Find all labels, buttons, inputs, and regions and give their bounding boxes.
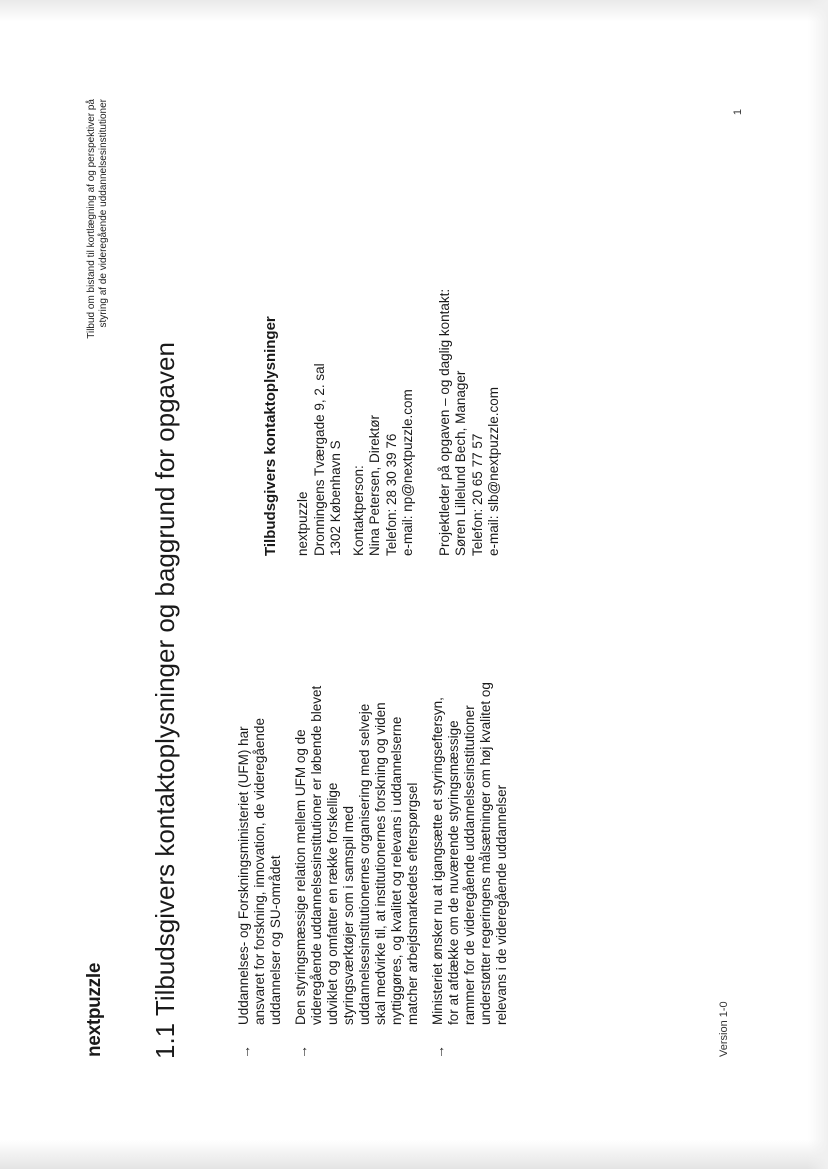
contact-line: Kontaktperson: [350,465,366,556]
bullet-line: relevans i de videregående uddannelser [494,784,509,1025]
version-label: Version 1-0 [718,1001,730,1057]
bullet-item [430,659,510,1059]
bullet-item [293,659,421,1059]
contact-line: nextpuzzle [295,491,310,556]
contact-address [295,226,345,556]
bullet-line: uddannelser og SU-området [268,855,283,1025]
contact-line: Nina Petersen, Direktør [367,414,382,556]
contact-person [351,226,417,556]
bullet-line: Den styringsmæssige relation mellem UFM og de [293,729,308,1025]
bullet-line: rammer for de videregående uddannelsesinstitutioner [462,705,477,1025]
page-number: 1 [732,109,744,116]
contact-line: 1302 København S [328,440,343,556]
bullet-line: videregående uddannelsesinstitutioner er løbende blevet [309,685,324,1025]
bullet-line: skal medvirke til, at institutionernes forskning og viden [373,702,388,1025]
header-note-line: styring af de videregående uddannelsesinstitutioner [98,99,109,328]
contact-phone: Telefon: 28 30 39 76 [383,433,399,556]
bullet-line: uddannelsesinstitutionernes organisering med selveje [357,703,372,1025]
company-logo: nextpuzzle [84,962,105,1057]
background-bullet-list [236,659,519,1059]
contact-title: Tilbudsgivers kontaktoplysninger [262,316,279,556]
bullet-line: for at afdække om de nuværende styringsmæssige [446,720,461,1025]
bullet-line: ansvaret for forskning, innovation, de videregående [252,718,267,1025]
contact-line: Dronningens Tværgade 9, 2. sal [311,363,327,556]
bullet-line: nyttiggøres, og kvalitet og relevans i uddannelserne [389,716,404,1025]
contact-line: Projektleder på opgaven – og daglig kontakt: [436,288,452,556]
contact-email: e-mail: slb@nextpuzzle.com [486,386,501,556]
contact-block [262,226,509,556]
project-lead-contact [437,226,503,556]
bullet-line: styringsværktøjer som i samspil med [341,805,356,1025]
header-note [86,99,110,379]
bullet-line: Ministeriet ønsker nu at igangsætte et styringseftersyn, [430,697,445,1025]
bullet-line: udviklet og omfatter en række forskellige [325,782,340,1025]
bullet-line: matcher arbejdsmarkedets efterspørgsel [405,782,420,1025]
bullet-line: Uddannelses- og Forskningsministeriet (UFM) har [236,726,251,1025]
bullet-item [236,659,284,1059]
contact-line: Søren Lillelund Bech, Manager [453,370,468,556]
bullet-line: understøtter regeringens målsætninger om høj kvalitet og [478,682,493,1025]
header-note-line: Tilbud om bistand til kortlægning af og perspektiver på [86,99,97,339]
contact-email: e-mail: np@nextpuzzle.com [400,389,415,556]
arrow-right-icon: → [294,1045,310,1059]
arrow-right-icon: → [237,1045,253,1059]
contact-phone: Telefon: 20 65 77 57 [469,433,485,556]
page-title: 1.1 Tilbudsgivers kontaktoplysninger og baggrund for opgaven [150,342,180,1059]
arrow-right-icon: → [431,1045,447,1059]
